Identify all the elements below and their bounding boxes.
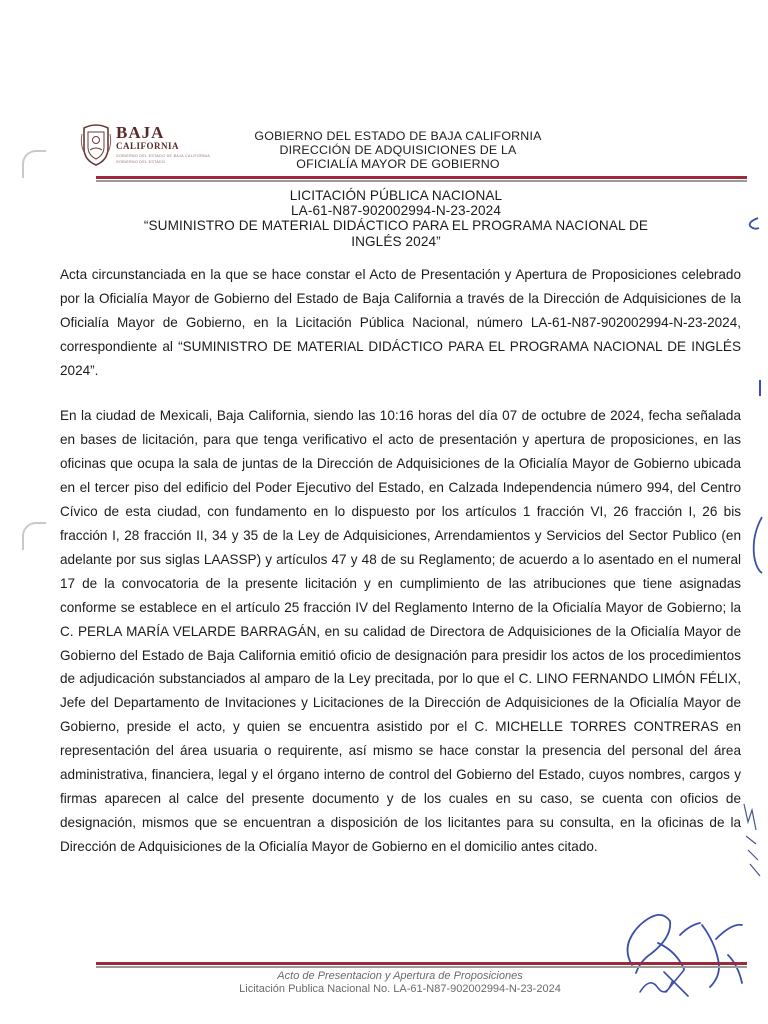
header-line: GOBIERNO DEL ESTADO DE BAJA CALIFORNIA [254,129,542,143]
document-title [96,188,696,249]
title-line: LA-61-N87-902002994-N-23-2024 [291,203,501,219]
baja-california-logo [80,122,211,168]
margin-ink-mark [756,378,764,398]
logo-tagline: GOBIERNO DEL ESTADO [116,160,166,164]
state-shield-icon [80,122,112,166]
page-footer [150,970,650,996]
margin-ink-mark [748,515,766,575]
logo-tagline: GOBIERNO DEL ESTADO DE BAJA CALIFORNIA [116,154,211,158]
title-line: INGLÉS 2024” [351,233,441,249]
punch-hole-mark [22,150,46,178]
title-line: LICITACIÓN PÚBLICA NACIONAL [289,188,503,203]
footer-line: Licitación Publica Nacional No. LA-61-N87-902002994-N-23-2024 [239,983,561,995]
header-divider [96,176,747,183]
margin-ink-mark [738,800,764,880]
logo-subname: CALIFORNIA [116,141,180,151]
footer-divider [96,962,747,969]
header-line: OFICIALÍA MAYOR DE GOBIERNO [296,157,500,171]
title-line: “SUMINISTRO DE MATERIAL DIDÁCTICO PARA EL PROGRAMA NACIONAL DE [143,218,649,234]
header-line: DIRECCIÓN DE ADQUISICIONES DE LA [279,143,517,157]
footer-line: Acto de Presentacion y Apertura de Proposiciones [277,970,523,982]
punch-hole-mark [22,522,46,550]
government-header [220,129,576,171]
margin-ink-mark [744,214,762,234]
body-paragraph: Acta circunstanciada en la que se hace constar el Acto de Presentación y Apertura de Proposiciones celebrado por la Oficialía Mayor de Gobierno del Estado de Baja California a través de la Dirección de Adquisiciones de la Oficialía Mayor de Gobierno, en la Licitación Pública Nacional, número LA-61-N87-902002994-N-23-2024, correspondiente al “SUMINISTRO DE MATERIAL DIDÁCTICO PARA EL PROGRAMA NACIONAL DE INGLÉS 2024”. [60,267,741,378]
logo-name: BAJA [116,123,165,142]
body-paragraph: En la ciudad de Mexicali, Baja California, siendo las 10:16 horas del día 07 de octubre de 2024, fecha señalada en bases de licitación, para que tenga verificativo el acto de presentación y apertura de proposiciones, en las oficinas que ocupa la sala de juntas de la Dirección de Adquisiciones de la Oficialía Mayor de Gobierno ubicada en el tercer piso del edificio del Poder Ejecutivo del Estado, en Calzada Independencia número 994, del Centro Cívico de esta ciudad, con fundamento en lo dispuesto por los artículos 1 fracción VI, 26 fracción I, 26 bis fracción I, 28 fracción II, 34 y 35 de la Ley de Adquisiciones, Arrendamientos y Servicios del Sector Publico (en adelante por sus siglas LAASSP) y artículos 47 y 48 de su Reglamento; de acuerdo a lo asentado en el numeral 17 de la convocatoria de la presente licitación y en cumplimiento de las atribuciones que tiene asignadas conforme se establece en el artículo 25 fracción IV del Reglamento Interno de la Oficialía Mayor de Gobierno; la C. PERLA MARÍA VELARDE BARRAGÁN, en su calidad de Directora de Adquisiciones de la Oficialía Mayor de Gobierno del Estado de Baja California emitió oficio de designación para presidir los actos de los procedimientos de adjudicación substanciados al amparo de la Ley precitada, por lo que el C. LINO FERNANDO LIMÓN FÉLIX, Jefe del Departamento de Invitaciones y Licitaciones de la Dirección de Adquisiciones de la Oficialía Mayor de Gobierno, preside el acto, y quien se encuentra asistido por el C. MICHELLE TORRES CONTRERAS en representación del área usuaria o requirente, así mismo se hace constar la presencia del personal del área administrativa, financiera, legal y el órgano interno de control del Gobierno del Estado, cuyos nombres, cargos y firmas aparecen al calce del presente documento y de los cuales en su caso, se cuenta con oficios de designación, mismos que se encuentran a disposición de los licitantes para su consulta, en la oficinas de la Dirección de Adquisiciones de la Oficialía Mayor de Gobierno en el domicilio antes citado. [60,408,741,855]
